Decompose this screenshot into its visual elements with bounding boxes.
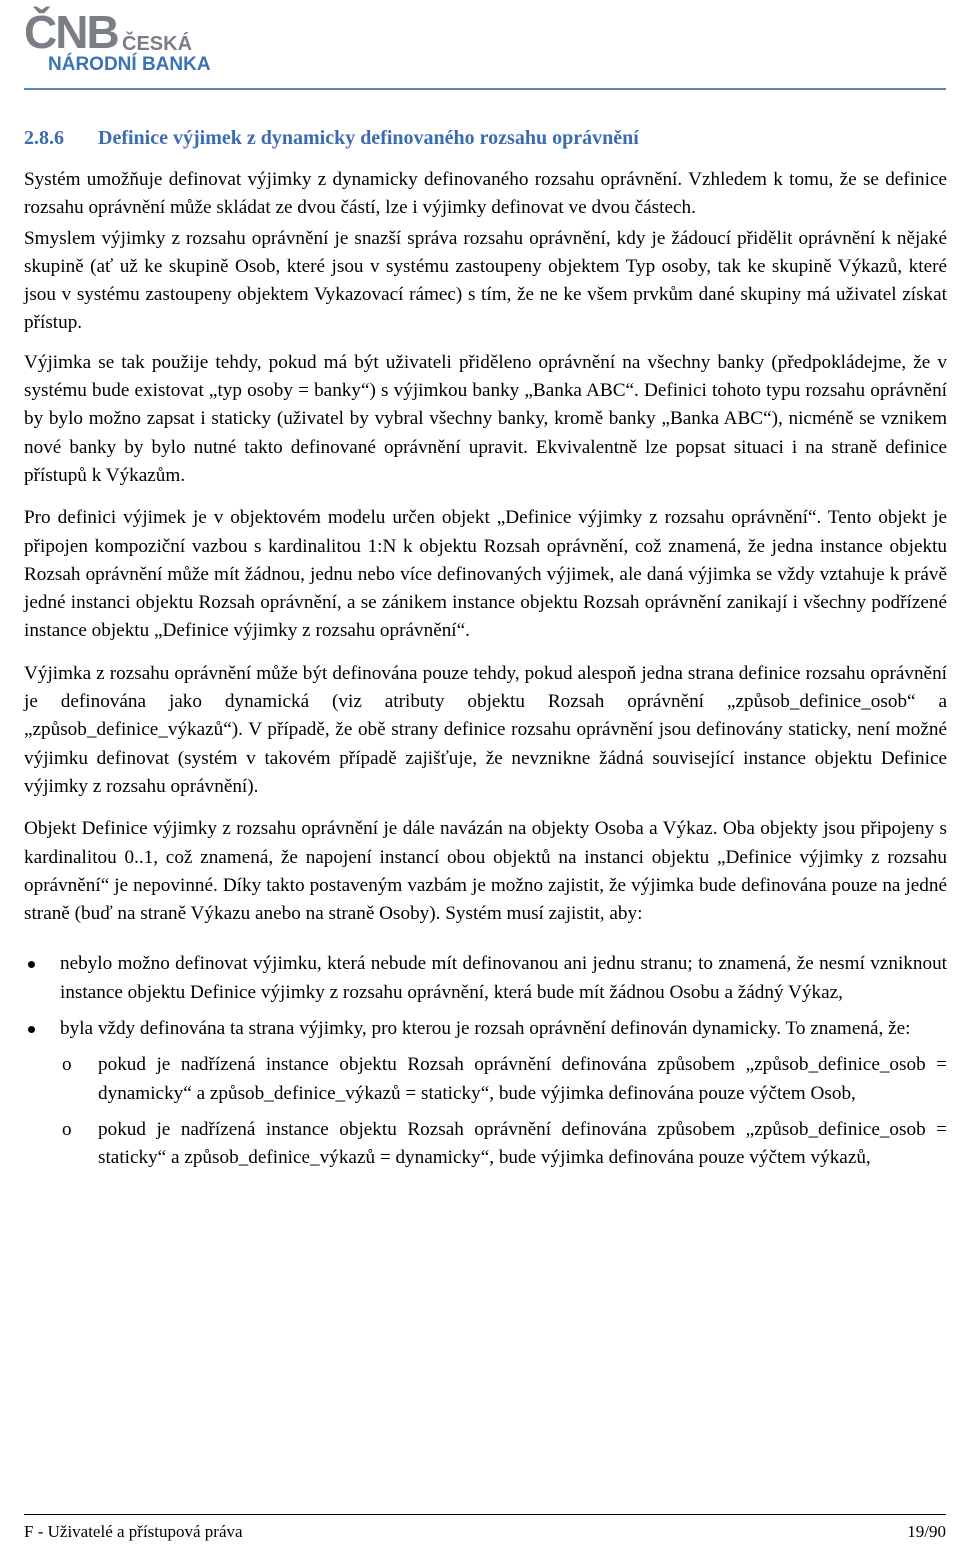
circle-bullet-icon: o — [62, 1118, 72, 1140]
sub-list — [24, 1051, 947, 1172]
bullet-list — [24, 950, 947, 1043]
list-item-text: nebylo možno definovat výjimku, která nebude mít definovanou ani jednu stranu; to znamená, že nesmí vzniknout instance objektu Definice výjimky z rozsahu oprávnění, která bude mít žádnou Osobu a žádný Výkaz, — [60, 953, 947, 1003]
list-item — [24, 950, 947, 1007]
page-footer — [24, 1522, 946, 1542]
header-rule — [24, 88, 946, 90]
logo-line1: ČESKÁ — [122, 33, 193, 55]
paragraph: Pro definici výjimek je v objektovém modelu určen objekt „Definice výjimky z rozsahu oprávnění“. Tento objekt je připojen kompoziční vazbou s kardinalitou 1:N k objektu Rozsah oprávnění, což znamená, že jedna instance objektu Rozsah oprávnění může mít žádnou, jednu nebo více definovaných výjimek, ale daná výjimka se vždy vztahuje k právě jedné instanci objektu Rozsah oprávnění, a se zánikem instance objektu Rozsah oprávnění zanikají i všechny podřízené instance objektu „Definice výjimky z rozsahu oprávnění“. — [24, 507, 947, 642]
list-item-text: byla vždy definována ta strana výjimky, pro kterou je rozsah oprávnění definován dynamicky. To znamená, že: — [60, 1018, 911, 1040]
circle-bullet-icon: o — [62, 1054, 72, 1076]
sub-list-item-text: pokud je nadřízená instance objektu Rozsah oprávnění definována způsobem „způsob_definice_osob = staticky“ a způsob_definice_výkazů = dynamicky“, bude výjimka definována pouze výčtem výkazů, — [98, 1118, 947, 1169]
sub-list-item — [24, 1116, 947, 1173]
section-number: 2.8.6 — [24, 127, 64, 149]
cnb-logo — [24, 4, 224, 76]
paragraph: Výjimka z rozsahu oprávnění může být definována pouze tehdy, pokud alespoň jedna strana definice rozsahu oprávnění je definována jako dynamická (viz atributy objektu Rozsah oprávnění „způsob_definice_osob“ a „způsob_definice_výkazů“). V případě, že obě strany definice rozsahu oprávnění jsou definovány staticky, není možné výjimku definovat (systém v takovém případě zajišťuje, že nevznikne žádná související instance objektu Definice výjimky z rozsahu oprávnění). — [24, 662, 947, 797]
logo-mark: ČNB — [24, 6, 118, 58]
section-heading — [24, 124, 947, 152]
paragraph: Smyslem výjimky z rozsahu oprávnění je snazší správa rozsahu oprávnění, kdy je žádoucí přidělit oprávnění k nějaké skupině (ať už ke skupině Osob, které jsou v systému zastoupeny objektem Typ osoby, tak ke skupině Výkazů, které jsou v systému zastoupeny objektem Vykazovací rámec) s tím, že ne ke všem prvkům dané skupiny má uživatel získat přístup. — [24, 227, 947, 334]
bullet-icon — [28, 961, 35, 968]
footer-document-title: F - Uživatelé a přístupová práva — [24, 1522, 243, 1541]
document-body — [24, 124, 947, 1181]
footer-rule — [24, 1514, 946, 1515]
paragraph: Výjimka se tak použije tehdy, pokud má být uživateli přiděleno oprávnění na všechny banky (předpokládejme, že v systému bude existovat „typ osoby = banky“) s výjimkou banky „Banka ABC“. Definici tohoto typu rozsahu oprávnění by bylo možno zapsat i staticky (uživatel by vybral všechny banky, kromě banky „Banka ABC“), nicméně se vznikem nové banky by bylo nutné takto definované oprávnění upravit. Ekvivalentně lze popsat situaci i na straně definice přístupů k Výkazům. — [24, 351, 947, 486]
sub-list-item-text: pokud je nadřízená instance objektu Rozsah oprávnění definována způsobem „způsob_definice_osob = dynamicky“ a způsob_definice_výkazů = staticky“, bude výjimka definována pouze výčtem Osob, — [98, 1054, 947, 1104]
logo-line2: NÁRODNÍ BANKA — [48, 54, 211, 75]
list-item — [24, 1015, 947, 1043]
page-number: 19/90 — [907, 1522, 946, 1541]
section-title: Definice výjimek z dynamicky definovaného rozsahu oprávnění — [98, 127, 639, 149]
paragraph: Systém umožňuje definovat výjimky z dynamicky definovaného rozsahu oprávnění. Vzhledem k tomu, že se definice rozsahu oprávnění může skládat ze dvou částí, lze i výjimky definovat ve dvou částech. — [24, 169, 947, 219]
bullet-icon — [28, 1026, 35, 1033]
paragraph: Objekt Definice výjimky z rozsahu oprávnění je dále navázán na objekty Osoba a Výkaz. Oba objekty jsou připojeny s kardinalitou 0..1, což znamená, že napojení instancí obou objektů na instanci objektu „Definice výjimky z rozsahu oprávnění“ je nepovinné. Díky takto postaveným vazbám je možno zajistit, že výjimka bude definována pouze na jedné straně (buď na straně Výkazu anebo na straně Osoby). Systém musí zajistit, aby: — [24, 818, 947, 925]
sub-list-item — [24, 1051, 947, 1108]
